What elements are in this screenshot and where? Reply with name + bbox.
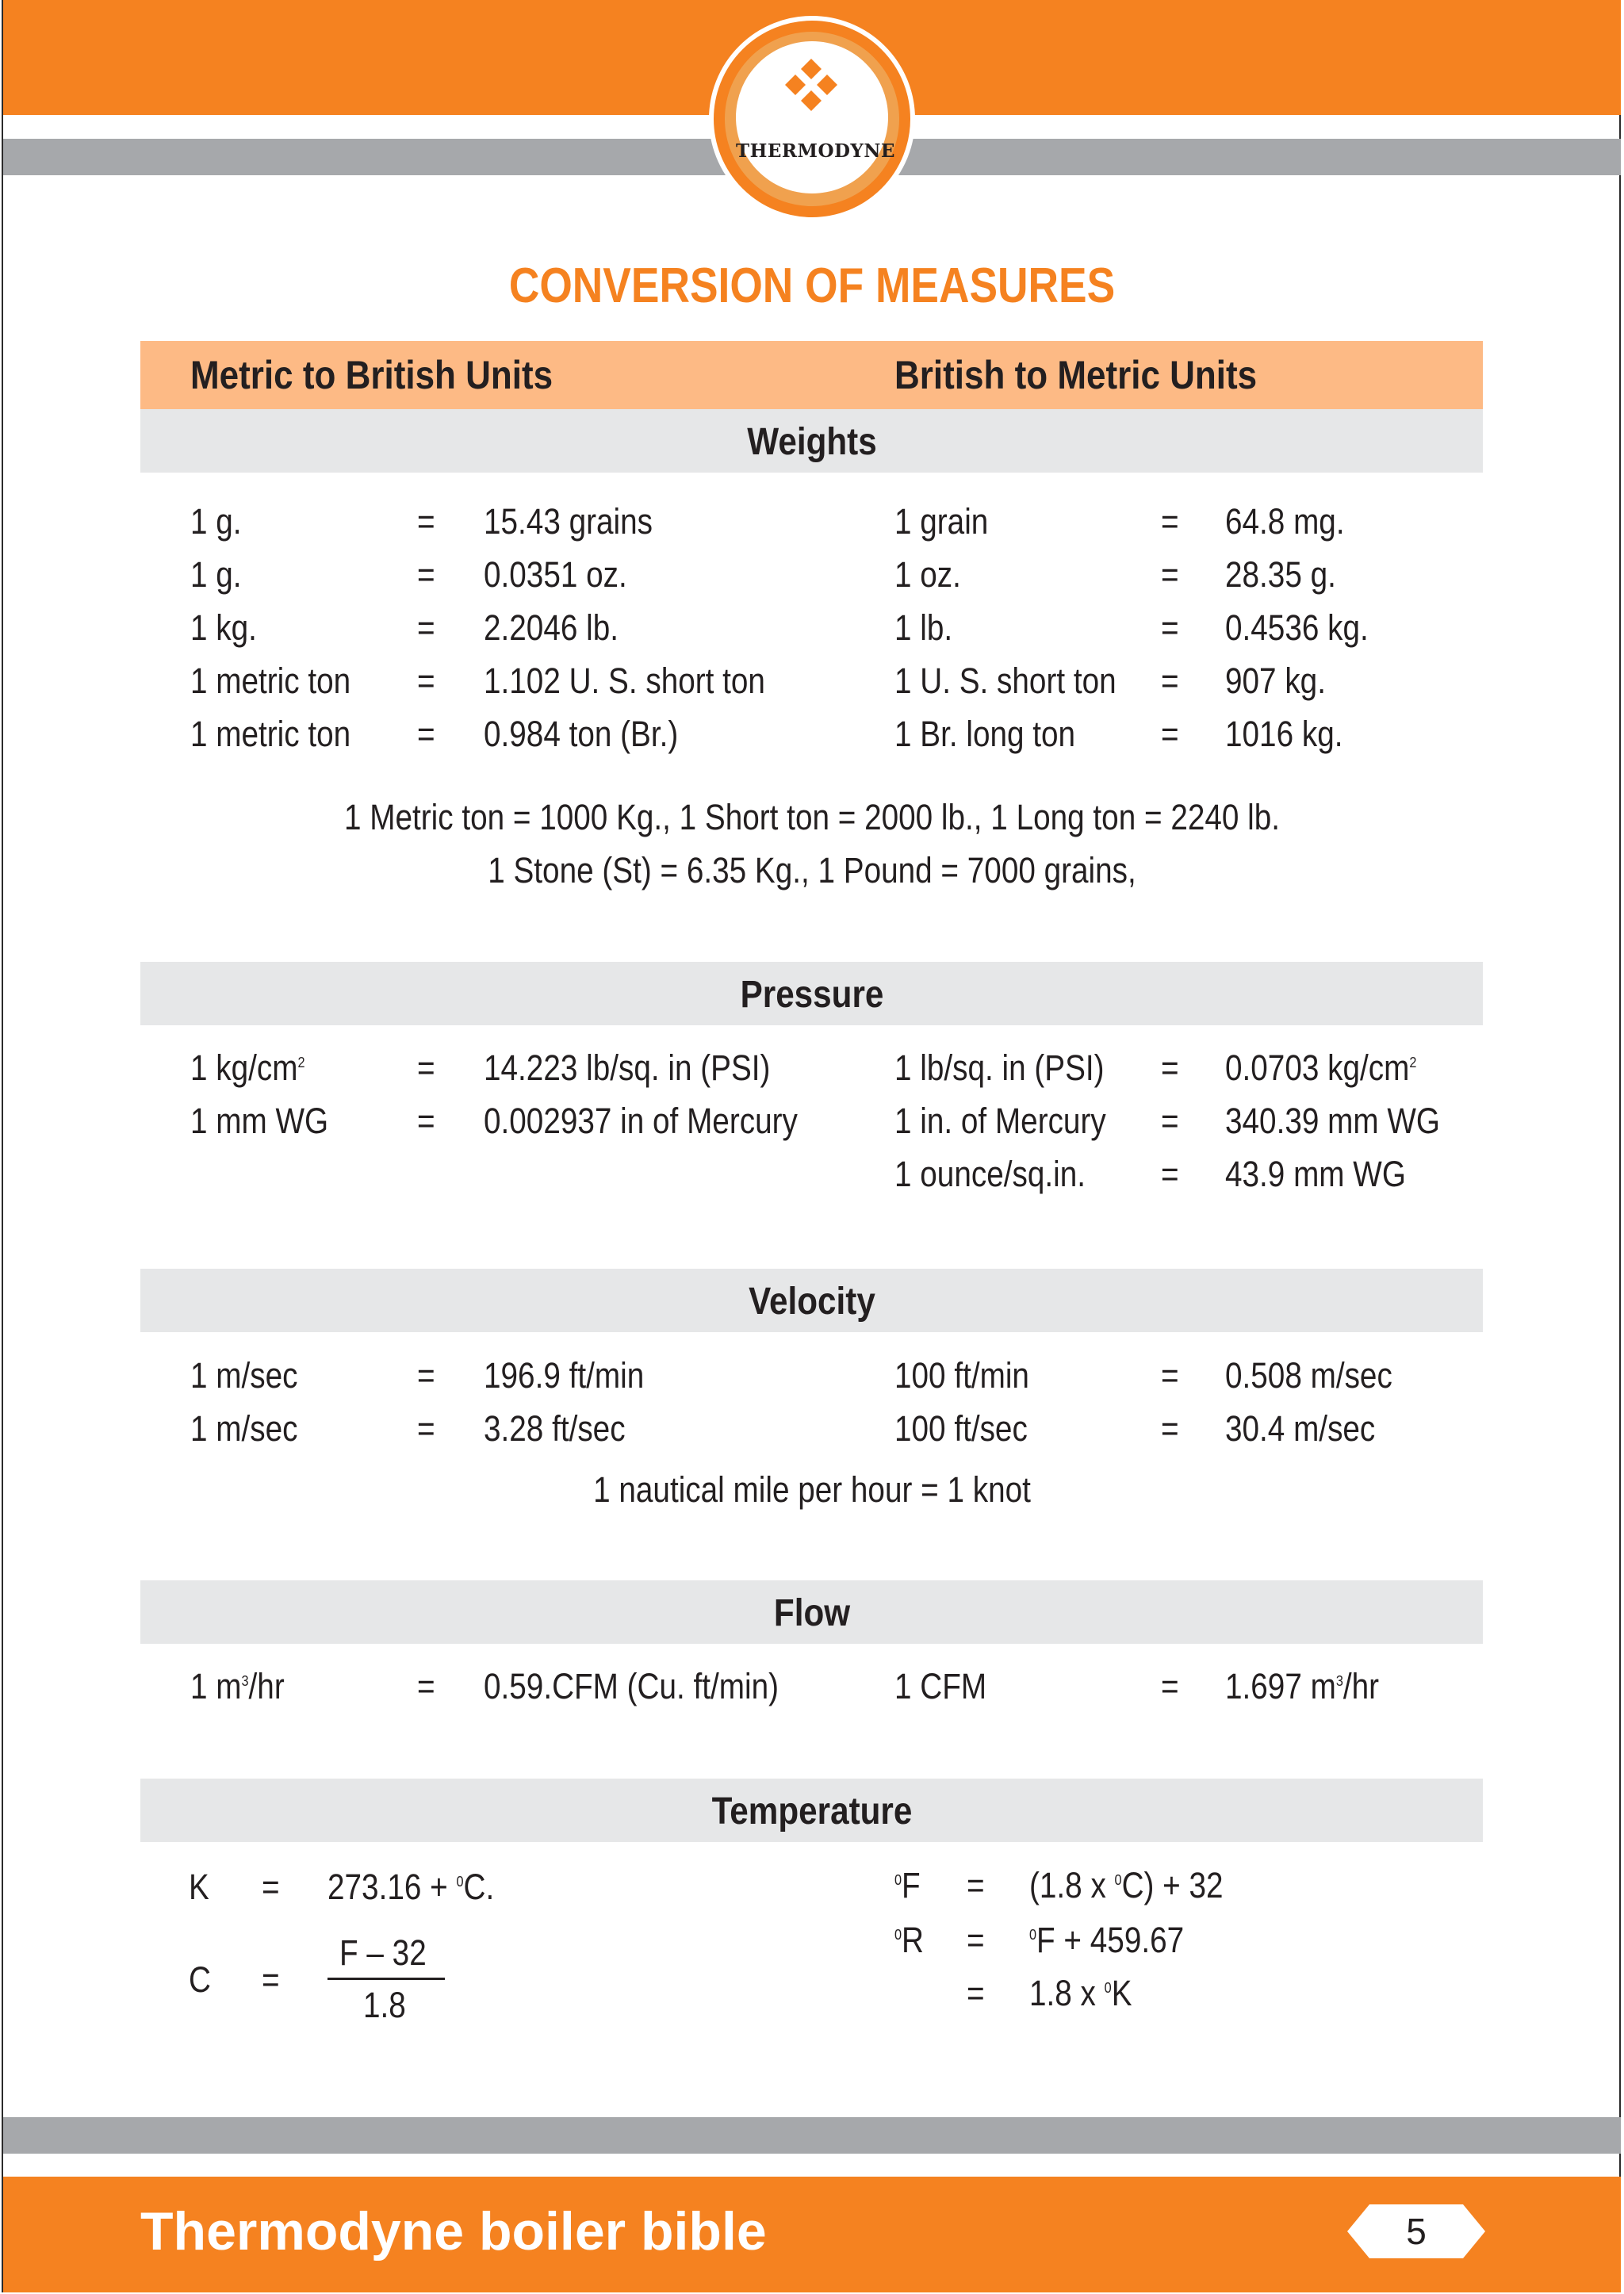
kelvin-symbol: K bbox=[189, 1867, 209, 1907]
pressure-british-unit: 1 lb/sq. in (PSI) bbox=[894, 1047, 1105, 1088]
equals-sign: = bbox=[1161, 1047, 1179, 1088]
velocity-metric-unit: 1 m/sec bbox=[190, 1408, 298, 1449]
weights-british-value: 15.43 grains bbox=[484, 501, 653, 542]
weights-british-unit: 1 U. S. short ton bbox=[894, 661, 1116, 701]
weights-metric-value: 1016 kg. bbox=[1225, 714, 1343, 754]
celsius-symbol: C bbox=[189, 1959, 211, 2000]
footer-grey-band bbox=[3, 2117, 1621, 2154]
equals-sign: = bbox=[1161, 607, 1179, 648]
equals-sign: = bbox=[1161, 1355, 1179, 1396]
kelvin-formula: 273.16 + $^0$C. bbox=[327, 1867, 495, 1907]
equals-sign: = bbox=[417, 607, 435, 648]
page-title: CONVERSION OF MEASURES bbox=[508, 259, 1116, 313]
weights-note-2: 1 Stone (St) = 6.35 Kg., 1 Pound = 7000 grains, bbox=[488, 850, 1136, 890]
equals-sign: = bbox=[417, 714, 435, 754]
equals-sign: = bbox=[967, 1973, 985, 2013]
metric-to-british-header: Metric to British Units bbox=[190, 353, 553, 397]
thermodyne-logo-icon bbox=[768, 57, 855, 121]
equals-sign: = bbox=[417, 1101, 435, 1141]
equals-sign: = bbox=[417, 1666, 435, 1706]
velocity-british-value: 196.9 ft/min bbox=[484, 1355, 645, 1396]
weights-metric-unit: 1 metric ton bbox=[190, 661, 351, 701]
equals-sign: = bbox=[967, 1920, 985, 1960]
rankine-formula: $^0$F + 459.67 bbox=[1029, 1920, 1185, 1960]
velocity-note: 1 nautical mile per hour = 1 knot bbox=[593, 1469, 1031, 1510]
equals-sign: = bbox=[1161, 554, 1179, 595]
equals-sign: = bbox=[1161, 1101, 1179, 1141]
rankine-kelvin-formula: 1.8 x $^0$K bbox=[1029, 1973, 1132, 2013]
flow-metric-value: 1.697 $m^3/hr$ bbox=[1225, 1666, 1380, 1706]
weights-metric-unit: 1 metric ton bbox=[190, 714, 351, 754]
rankine-symbol: $^0$R bbox=[894, 1920, 924, 1960]
flow-british-value: 0.59.CFM (Cu. ft/min) bbox=[484, 1666, 779, 1706]
weights-metric-value: 28.35 g. bbox=[1225, 554, 1336, 595]
pressure-british-unit: 1 ounce/sq.in. bbox=[894, 1154, 1086, 1194]
equals-sign: = bbox=[417, 1355, 435, 1396]
equals-sign: = bbox=[967, 1865, 985, 1905]
equals-sign: = bbox=[262, 1867, 280, 1907]
velocity-metric-unit: 1 m/sec bbox=[190, 1355, 298, 1396]
weights-british-unit: 1 Br. long ton bbox=[894, 714, 1076, 754]
weights-note-1: 1 Metric ton = 1000 Kg., 1 Short ton = 2000 lb., 1 Long ton = 2240 lb. bbox=[343, 797, 1281, 837]
equals-sign: = bbox=[417, 554, 435, 595]
velocity-metric-value: 0.508 m/sec bbox=[1225, 1355, 1392, 1396]
pressure-british-value: 14.223 lb/sq. in (PSI) bbox=[484, 1047, 771, 1088]
weights-metric-unit: 1 g. bbox=[190, 501, 242, 542]
flow-british-unit: 1 CFM bbox=[894, 1666, 987, 1706]
pressure-metric-value: 340.39 mm WG bbox=[1225, 1101, 1440, 1141]
flow-heading: Flow bbox=[773, 1592, 851, 1634]
equals-sign: = bbox=[417, 1408, 435, 1449]
velocity-british-unit: 100 ft/sec bbox=[894, 1408, 1028, 1449]
flow-metric-unit: 1 $m^3/hr$ bbox=[190, 1666, 285, 1706]
weights-british-value: 2.2046 lb. bbox=[484, 607, 619, 648]
weights-british-unit: 1 grain bbox=[894, 501, 989, 542]
celsius-denominator: 1.8 bbox=[363, 1985, 406, 2025]
velocity-metric-value: 30.4 m/sec bbox=[1225, 1408, 1376, 1449]
pressure-heading: Pressure bbox=[740, 974, 884, 1016]
weights-british-value: 0.984 ton (Br.) bbox=[484, 714, 679, 754]
british-to-metric-header: British to Metric Units bbox=[894, 353, 1258, 397]
equals-sign: = bbox=[1161, 714, 1179, 754]
velocity-heading: Velocity bbox=[749, 1281, 875, 1323]
weights-metric-unit: 1 kg. bbox=[190, 607, 257, 648]
pressure-british-unit: 1 in. of Mercury bbox=[894, 1101, 1106, 1141]
velocity-british-unit: 100 ft/min bbox=[894, 1355, 1029, 1396]
weights-metric-value: 907 kg. bbox=[1225, 661, 1326, 701]
equals-sign: = bbox=[417, 501, 435, 542]
equals-sign: = bbox=[1161, 1666, 1179, 1706]
pressure-metric-unit: 1 mm WG bbox=[190, 1101, 329, 1141]
pressure-british-value: 0.002937 in of Mercury bbox=[484, 1101, 798, 1141]
weights-british-value: 1.102 U. S. short ton bbox=[484, 661, 765, 701]
equals-sign: = bbox=[1161, 1154, 1179, 1194]
fraction-bar bbox=[327, 1978, 445, 1980]
weights-british-unit: 1 oz. bbox=[894, 554, 961, 595]
equals-sign: = bbox=[1161, 1408, 1179, 1449]
footer-title: Thermodyne boiler bible bbox=[140, 2201, 767, 2261]
weights-metric-value: 0.4536 kg. bbox=[1225, 607, 1369, 648]
weights-british-value: 0.0351 oz. bbox=[484, 554, 627, 595]
weights-heading: Weights bbox=[747, 421, 877, 463]
temperature-heading: Temperature bbox=[711, 1790, 913, 1833]
equals-sign: = bbox=[262, 1959, 280, 2000]
pressure-metric-value: 43.9 mm WG bbox=[1225, 1154, 1406, 1194]
celsius-numerator: F – 32 bbox=[339, 1932, 427, 1973]
weights-metric-unit: 1 g. bbox=[190, 554, 242, 595]
page-number: 5 bbox=[1406, 2211, 1427, 2252]
velocity-british-value: 3.28 ft/sec bbox=[484, 1408, 626, 1449]
logo-brand-text: THERMODYNE bbox=[736, 140, 895, 162]
weights-metric-value: 64.8 mg. bbox=[1225, 501, 1345, 542]
equals-sign: = bbox=[1161, 501, 1179, 542]
weights-british-unit: 1 lb. bbox=[894, 607, 953, 648]
fahrenheit-formula: (1.8 x $^0$C) + 32 bbox=[1029, 1865, 1224, 1905]
equals-sign: = bbox=[417, 1047, 435, 1088]
fahrenheit-symbol: $^0$F bbox=[894, 1865, 921, 1905]
equals-sign: = bbox=[1161, 661, 1179, 701]
pressure-metric-unit: 1 $kg/cm^2$ bbox=[190, 1047, 305, 1088]
equals-sign: = bbox=[417, 661, 435, 701]
pressure-metric-value: 0.0703 $kg/cm^2$ bbox=[1225, 1047, 1417, 1088]
